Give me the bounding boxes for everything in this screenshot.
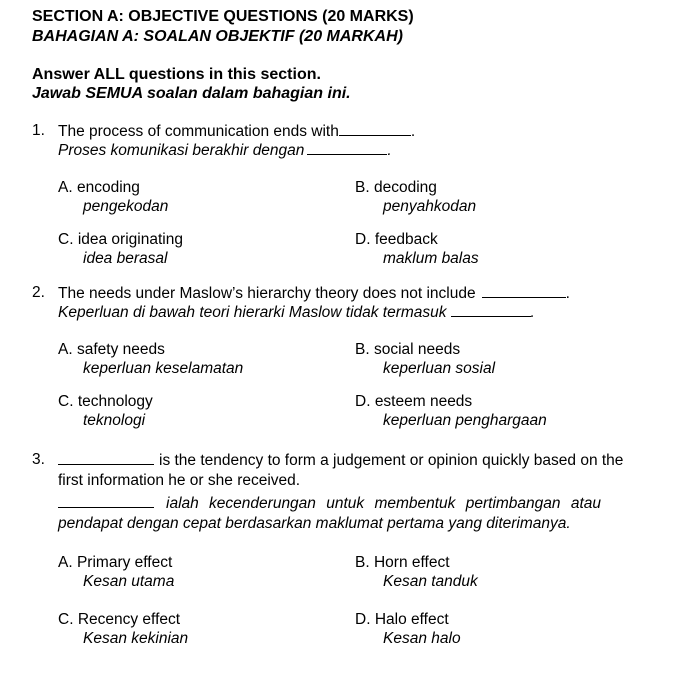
question-text-malay: Proses komunikasi berakhir dengan . (58, 142, 392, 159)
option-c-malay: Kesan kekinian (83, 630, 189, 647)
question-text-line2: first information he or she received. (58, 472, 301, 489)
option-c: C. Recency effect (58, 611, 181, 628)
option-c: C. idea originating (58, 231, 183, 248)
option-a-malay: pengekodan (83, 198, 169, 215)
option-b-malay: keperluan sosial (383, 360, 496, 377)
question-number: 1. (32, 122, 45, 139)
instruction-malay: Jawab SEMUA soalan dalam bahagian ini. (32, 85, 351, 102)
option-c-malay: teknologi (83, 412, 146, 429)
question-number: 3. (32, 451, 45, 468)
section-title-malay: BAHAGIAN A: SOALAN OBJEKTIF (20 MARKAH) (32, 28, 403, 45)
option-d: D. Halo effect (355, 611, 449, 628)
option-a: A. encoding (58, 179, 140, 196)
instruction: Answer ALL questions in this section. (32, 66, 321, 83)
option-d: D. esteem needs (355, 393, 473, 410)
option-a-malay: Kesan utama (83, 573, 175, 590)
option-b: B. decoding (355, 179, 437, 196)
option-b-malay: Kesan tanduk (383, 573, 478, 590)
option-a: A. Primary effect (58, 554, 173, 571)
question-text: The needs under Maslow’s hierarchy theory does not include . (58, 285, 570, 302)
answer-blank (451, 303, 531, 317)
option-d-malay: maklum balas (383, 250, 479, 267)
option-d-malay: keperluan penghargaan (383, 412, 547, 429)
answer-blank (482, 284, 566, 298)
answer-blank (58, 451, 154, 465)
question-text: is the tendency to form a judgement or opinion quickly based on the (58, 451, 623, 470)
question-number: 2. (32, 284, 45, 301)
question-text: The process of communication ends with . (58, 123, 416, 140)
question-text-malay: Keperluan di bawah teori hierarki Maslow tidak termasuk . (58, 304, 535, 321)
option-b: B. Horn effect (355, 554, 450, 571)
question-text-malay-line2: pendapat dengan cepat berdasarkan maklumat pertama yang diterimanya. (58, 515, 571, 532)
option-d: D. feedback (355, 231, 438, 248)
option-b-malay: penyahkodan (383, 198, 477, 215)
answer-blank (58, 494, 154, 508)
section-title: SECTION A: OBJECTIVE QUESTIONS (20 MARKS) (32, 8, 414, 25)
option-c: C. technology (58, 393, 153, 410)
option-c-malay: idea berasal (83, 250, 168, 267)
answer-blank (339, 122, 411, 136)
question-text-malay: ialah kecenderungan untuk membentuk pertimbangan atau (58, 494, 601, 513)
option-d-malay: Kesan halo (383, 630, 461, 647)
option-a-malay: keperluan keselamatan (83, 360, 244, 377)
option-a: A. safety needs (58, 341, 165, 358)
option-b: B. social needs (355, 341, 461, 358)
answer-blank (307, 141, 387, 155)
